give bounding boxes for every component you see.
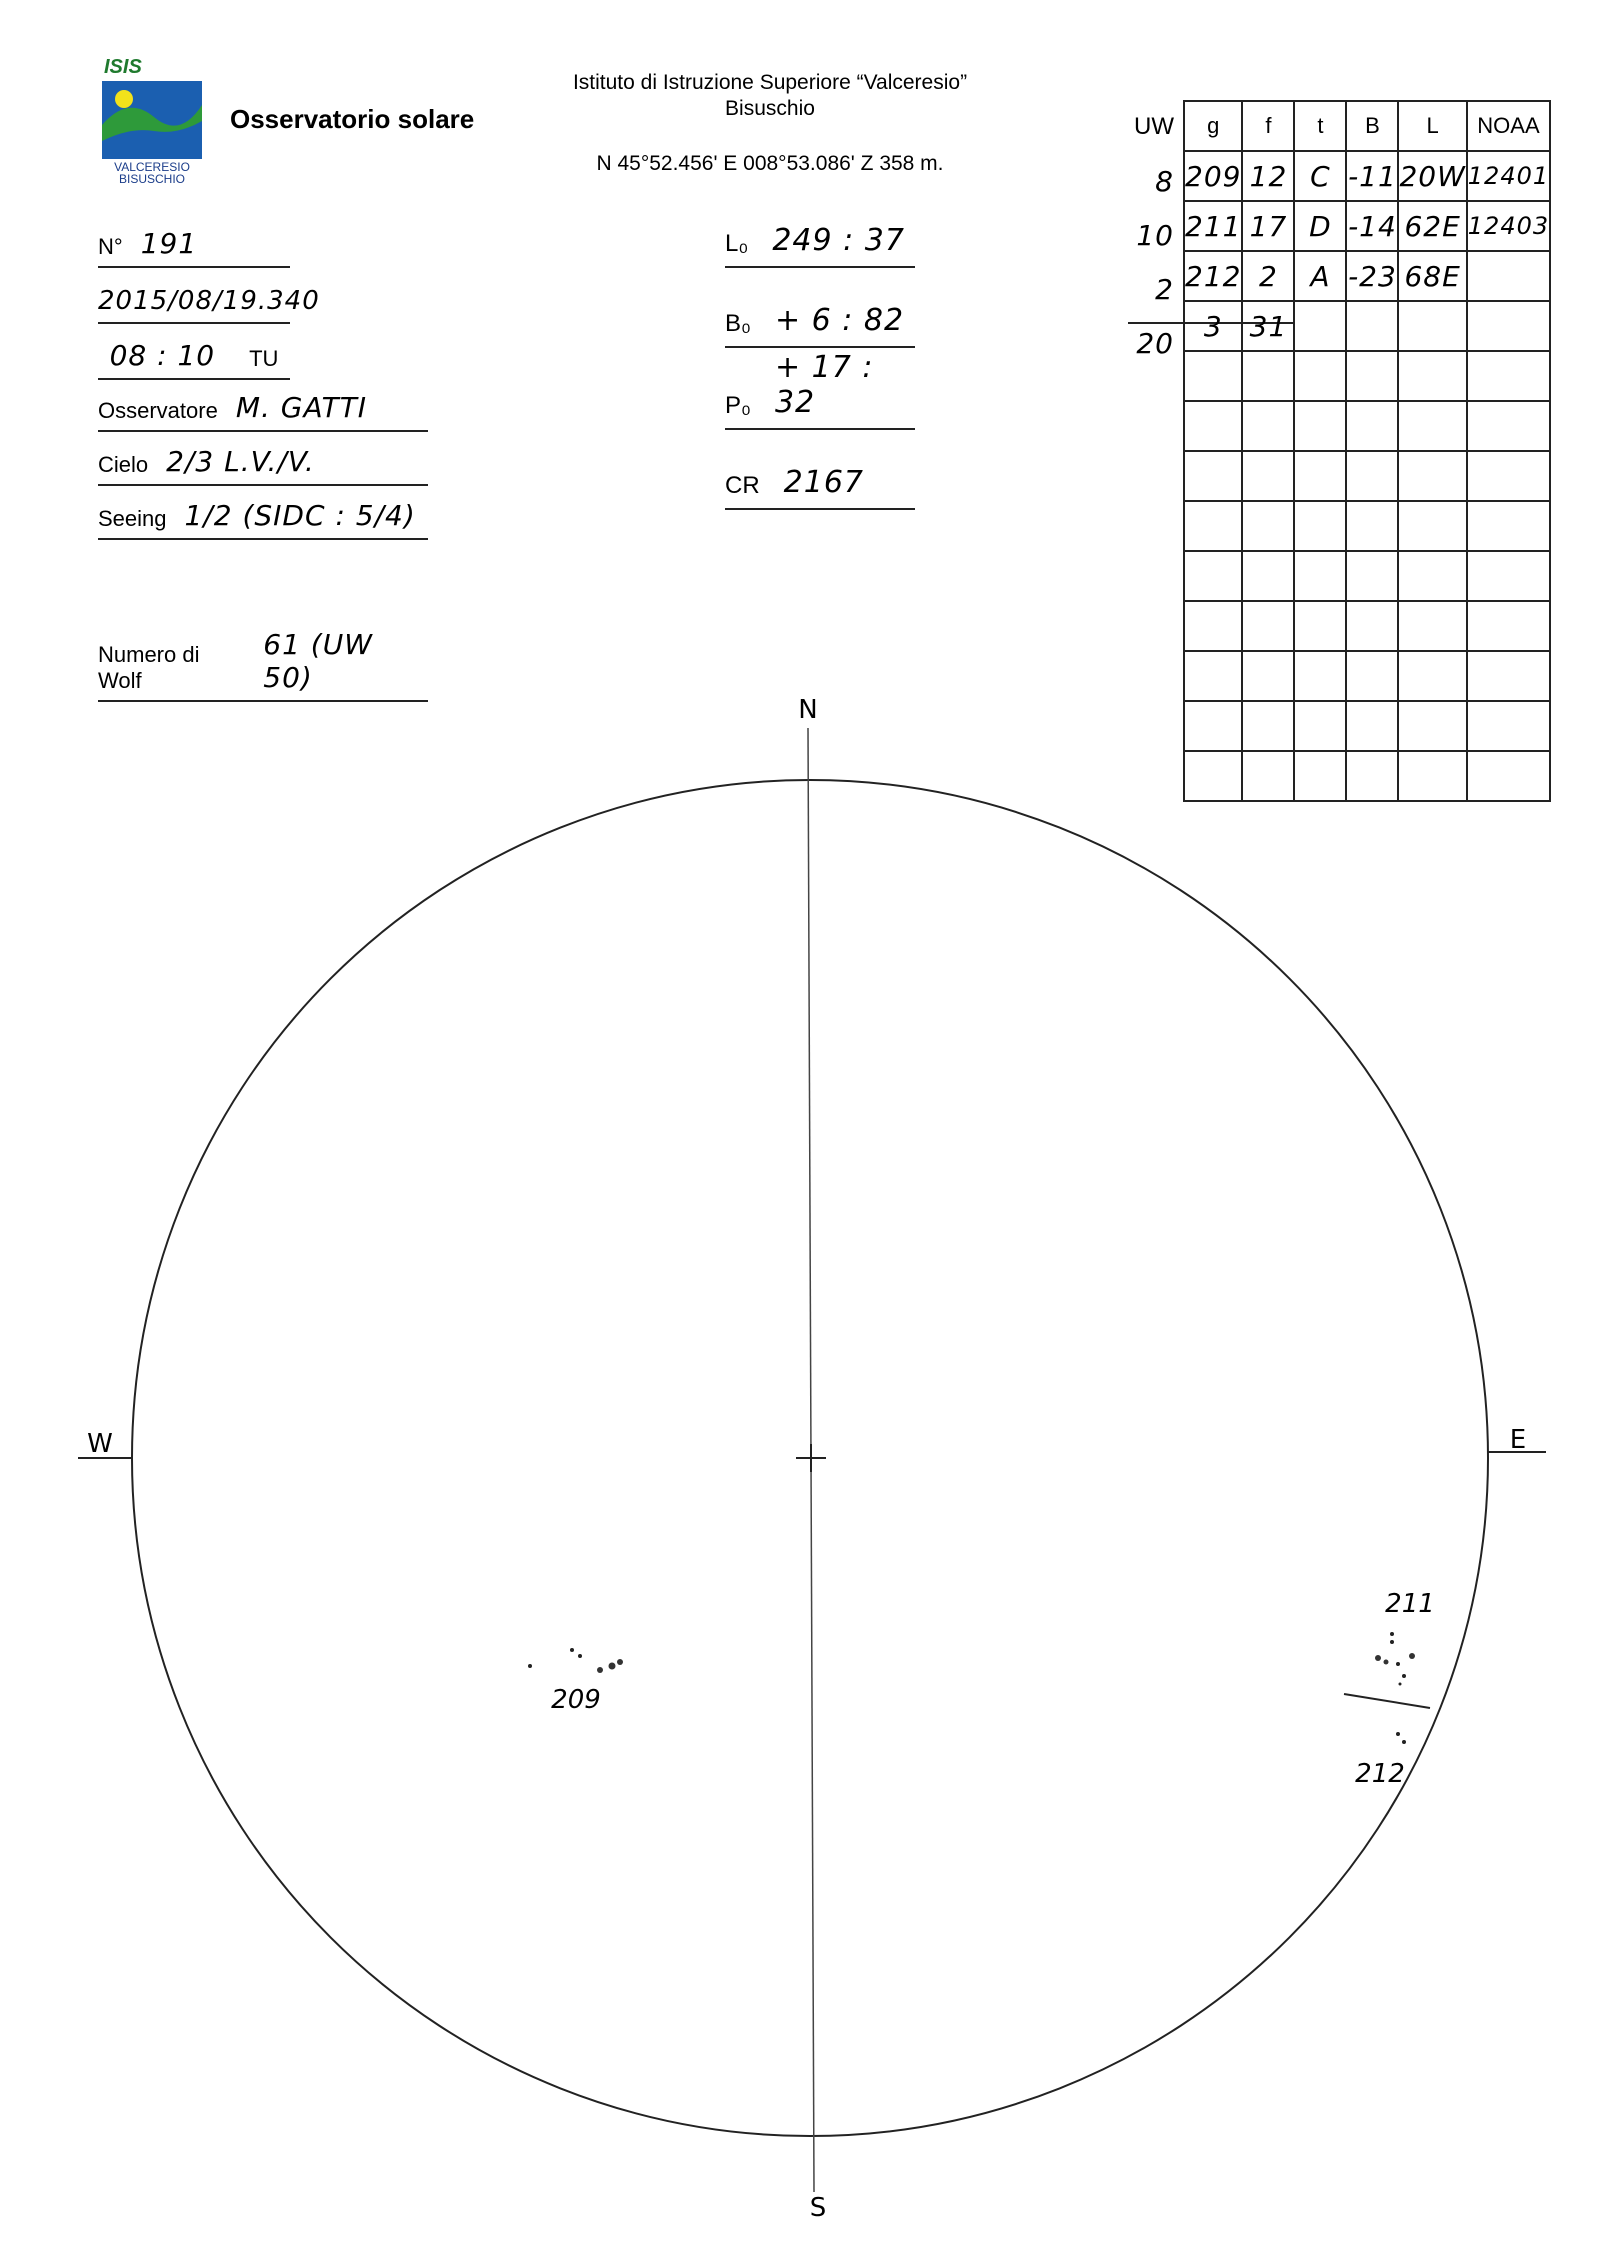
carrington-rotation-label: CR <box>725 472 760 499</box>
l0-label: L₀ <box>725 230 749 257</box>
l0-value: 249 : 37 <box>772 223 905 258</box>
table-cell-t: D <box>1294 201 1346 251</box>
sunspot <box>1402 1740 1406 1744</box>
observation-number-label: N° <box>98 234 123 259</box>
column-header-l: L <box>1398 101 1466 151</box>
carrington-rotation-value: 2167 <box>783 465 865 500</box>
table-cell-noaa: 12401 <box>1467 151 1550 201</box>
sunspot <box>570 1648 574 1652</box>
table-cell-f: 17 <box>1242 201 1294 251</box>
b0-label: B₀ <box>725 310 751 337</box>
sunspot <box>1402 1674 1406 1678</box>
observatory-title: Osservatorio solare <box>230 104 475 134</box>
sunspot <box>1399 1683 1402 1686</box>
south-label: S <box>809 2193 827 2223</box>
table-cell-f: 12 <box>1242 151 1294 201</box>
logo-text: ISIS <box>104 56 142 78</box>
column-header-b: B <box>1346 101 1398 151</box>
table-cell-g: 209 <box>1184 151 1242 201</box>
observer-label: Osservatore <box>98 398 218 423</box>
sunspot <box>1396 1662 1400 1666</box>
sunspot <box>1390 1640 1394 1644</box>
sunspot <box>1396 1732 1400 1736</box>
uw-value: 2 <box>1155 272 1174 306</box>
east-label: E <box>1509 1425 1527 1455</box>
uw-header: UW <box>1134 113 1174 140</box>
p0-value: + 17 : 32 <box>774 350 874 420</box>
column-header-g: g <box>1184 101 1242 151</box>
table-cell-g: 3 <box>1184 301 1242 351</box>
institute-line1: Istituto di Istruzione Superiore “Valceresio” <box>572 71 968 94</box>
sunspot-group-209 <box>528 1648 623 1715</box>
sunspot <box>1409 1653 1415 1659</box>
wolf-number-value: 61 (UW 50) <box>263 628 373 694</box>
west-label: W <box>87 1429 113 1459</box>
table-cell-l: 20W <box>1398 151 1466 201</box>
sunspot <box>528 1664 532 1668</box>
observation-number-value: 191 <box>140 227 198 260</box>
table-cell-t: C <box>1294 151 1346 201</box>
table-cell-t: A <box>1294 251 1346 301</box>
sunspot <box>617 1659 623 1665</box>
sunspot <box>609 1663 616 1670</box>
table-cell-l: 68E <box>1398 251 1466 301</box>
table-cell-f: 2 <box>1242 251 1294 301</box>
logo-caption-2: BISUSCHIO <box>118 172 186 185</box>
b0-value: + 6 : 82 <box>774 303 905 338</box>
group-label-211: 211 <box>1385 1589 1435 1619</box>
sunspot <box>578 1654 582 1658</box>
site-coordinates: N 45°52.456' E 008°53.086' Z 358 m. <box>596 152 944 175</box>
sunspot <box>597 1667 603 1673</box>
group-label-209: 209 <box>551 1685 601 1715</box>
wolf-number-label: Numero di Wolf <box>98 642 200 693</box>
observer-value: M. GATTI <box>235 391 368 424</box>
table-cell-g: 212 <box>1184 251 1242 301</box>
group-label-212: 212 <box>1355 1759 1405 1789</box>
seeing-label: Seeing <box>98 506 167 531</box>
uw-value: 10 <box>1136 218 1174 252</box>
sky-label: Cielo <box>98 452 149 477</box>
p0-label: P₀ <box>725 392 751 419</box>
time-value: 08 : 10 <box>109 339 216 372</box>
sunspot <box>1390 1632 1394 1636</box>
column-header-f: f <box>1242 101 1294 151</box>
sunspot-group-211 <box>1375 1589 1435 1686</box>
table-cell-b: -14 <box>1346 201 1398 251</box>
column-header-noaa: NOAA <box>1467 101 1550 151</box>
sunspot <box>1375 1655 1381 1661</box>
time-zone: TU <box>249 346 279 371</box>
seeing-value: 1/2 (SIDC : 5/4) <box>184 499 416 532</box>
sunspot-group-212 <box>1355 1732 1406 1789</box>
institute-line2: Bisuschio <box>725 97 815 120</box>
sunspot <box>1384 1660 1389 1665</box>
column-header-t: t <box>1294 101 1346 151</box>
group-separator-line <box>1344 1694 1430 1708</box>
table-cell-g: 211 <box>1184 201 1242 251</box>
uw-total: 20 <box>1136 326 1174 360</box>
table-cell-f: 31 <box>1242 301 1294 351</box>
table-cell-b: -11 <box>1346 151 1398 201</box>
north-label: N <box>798 695 818 725</box>
table-cell-b: -23 <box>1346 251 1398 301</box>
table-cell-noaa: 12403 <box>1467 201 1550 251</box>
logo-caption-1: VALCERESIO <box>114 160 190 174</box>
uw-value: 8 <box>1155 164 1174 198</box>
table-cell-l: 62E <box>1398 201 1466 251</box>
sky-value: 2/3 L.V./V. <box>166 445 315 478</box>
date-value: 2015/08/19.340 <box>98 286 320 316</box>
